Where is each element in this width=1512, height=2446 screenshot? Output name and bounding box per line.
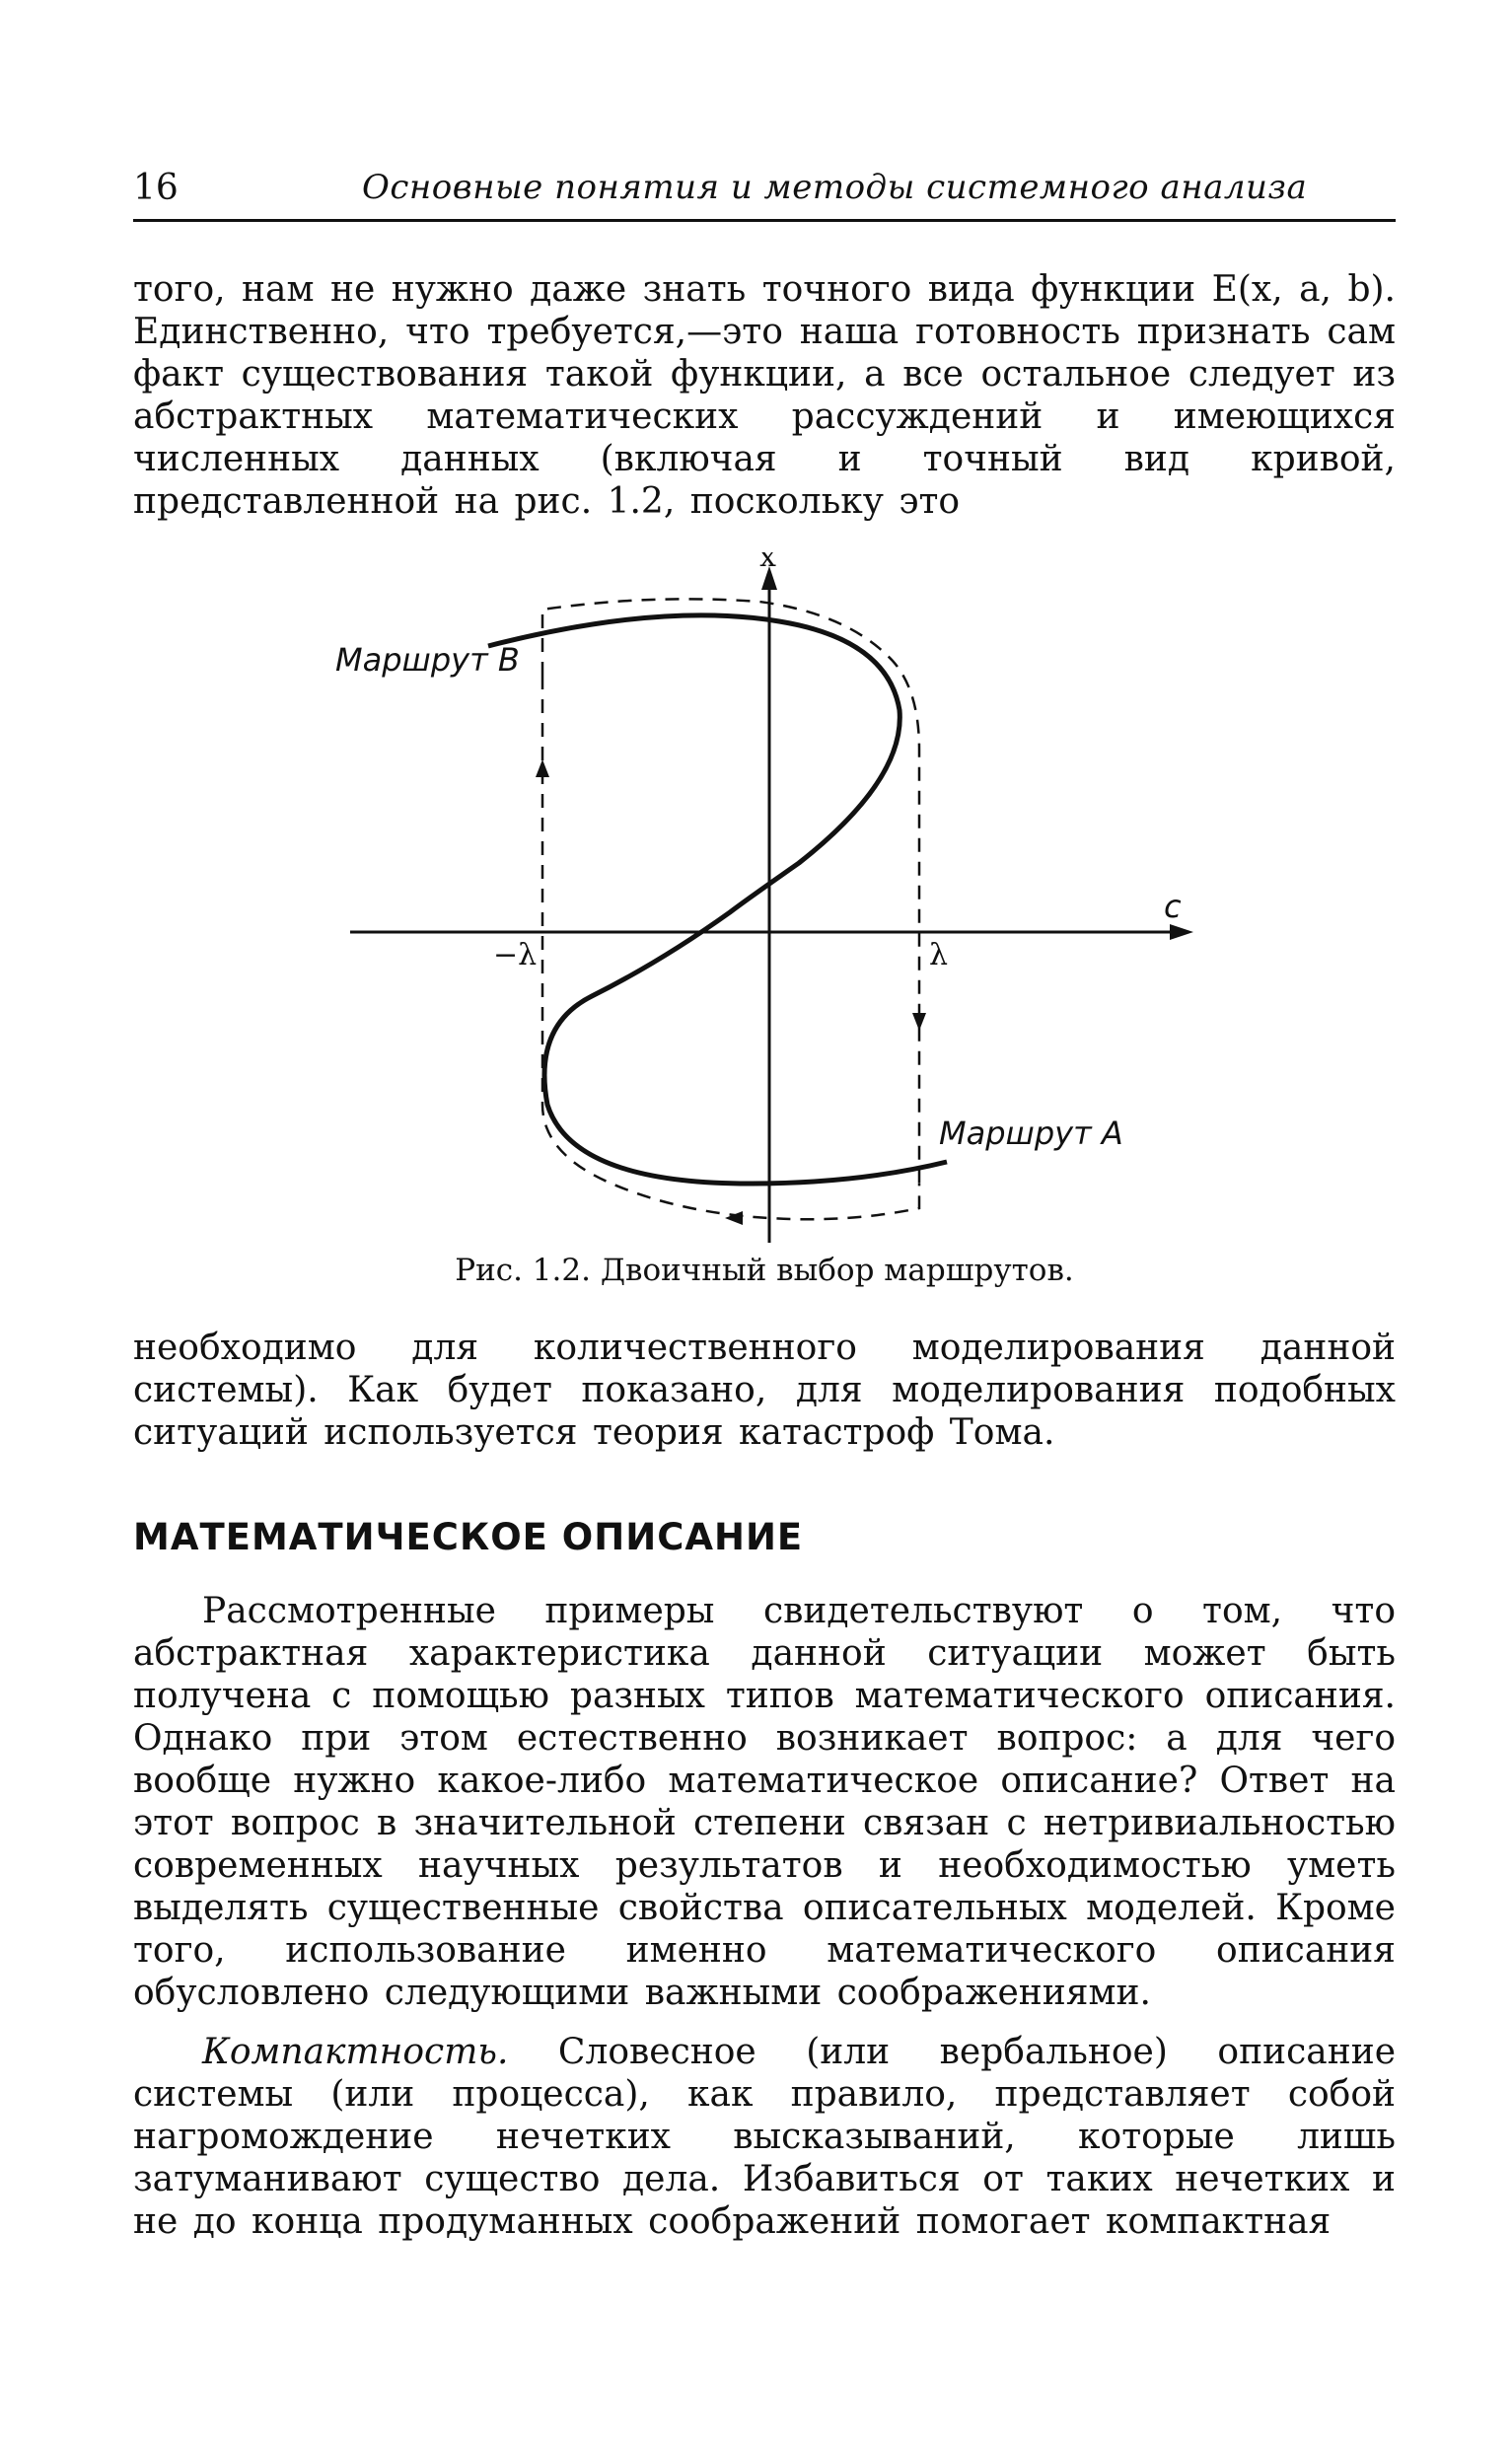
paragraph-3 bbox=[133, 1590, 1396, 2014]
paragraph-2: необходимо для количественного моделирования данной системы). Как будет показано, для моделирования подобных ситуаций используется теория катастроф Тома. bbox=[133, 1328, 1396, 1453]
bottom-arrow bbox=[725, 1211, 743, 1225]
page-header bbox=[133, 168, 1396, 219]
minus-lambda-label: −λ bbox=[493, 938, 538, 972]
paragraph-4 bbox=[133, 2031, 1396, 2243]
paragraph-3-text: Рассмотренные примеры свидетельствуют о том, что абстрактная характеристика данной ситуации может быть получена с помощью разных типов математического описания. Однако при этом естественно возникает вопрос: а для чего вообще нужно какое-либо математическое описание? Ответ на этот вопрос в значительной степени связан с нетривиальностью современных научных результатов и необходимостью уметь выделять существенные свойства описательных моделей. Кроме того, использование именно математического описания обусловлено следующими важными соображениями. bbox=[133, 1591, 1396, 2013]
lambda-label: λ bbox=[929, 938, 949, 972]
paragraph-1: того, нам не нужно даже знать точного вида функции E(x, a, b). Единственно, что требуется,—это наша готовность признать сам факт существования такой функции, а все остальное следует из абстрактных математических рассуждений и имеющихся численных данных (включая и точный вид кривой, представленной на рис. 1.2, поскольку это bbox=[133, 269, 1396, 522]
term-compactness: Компактность. bbox=[202, 2032, 509, 2072]
running-title: Основные понятия и методы системного анализа bbox=[362, 168, 1308, 207]
cusp-diagram bbox=[335, 552, 1223, 1243]
route-a-arrow bbox=[912, 1013, 926, 1031]
route-b-arrow bbox=[536, 759, 549, 777]
axis-c-label: c bbox=[1164, 888, 1182, 925]
paragraph-4-text: Словесное (или вербальное) описание системы (или процесса), как правило, представляет собой нагромождение нечетких высказываний, которые лишь затуманивают существо дела. Избавиться от таких нечетких и не до конца продуманных соображений помогает компактная bbox=[133, 2032, 1396, 2242]
figure-caption: Рис. 1.2. Двоичный выбор маршрутов. bbox=[455, 1253, 1074, 1288]
figure-1-2 bbox=[335, 552, 1223, 1243]
page-number: 16 bbox=[133, 168, 179, 208]
route-a-dashed-path bbox=[542, 676, 919, 1219]
section-heading: МАТЕМАТИЧЕСКОЕ ОПИСАНИЕ bbox=[133, 1516, 804, 1558]
c-axis-arrowhead bbox=[1170, 924, 1193, 940]
header-rule bbox=[133, 219, 1396, 222]
route-b-label: Маршрут B bbox=[335, 641, 520, 679]
route-b-dashed-path bbox=[542, 599, 919, 1184]
cusp-curve bbox=[488, 615, 947, 1184]
route-a-label: Маршрут A bbox=[939, 1115, 1123, 1152]
axis-x-label: x bbox=[759, 552, 776, 574]
